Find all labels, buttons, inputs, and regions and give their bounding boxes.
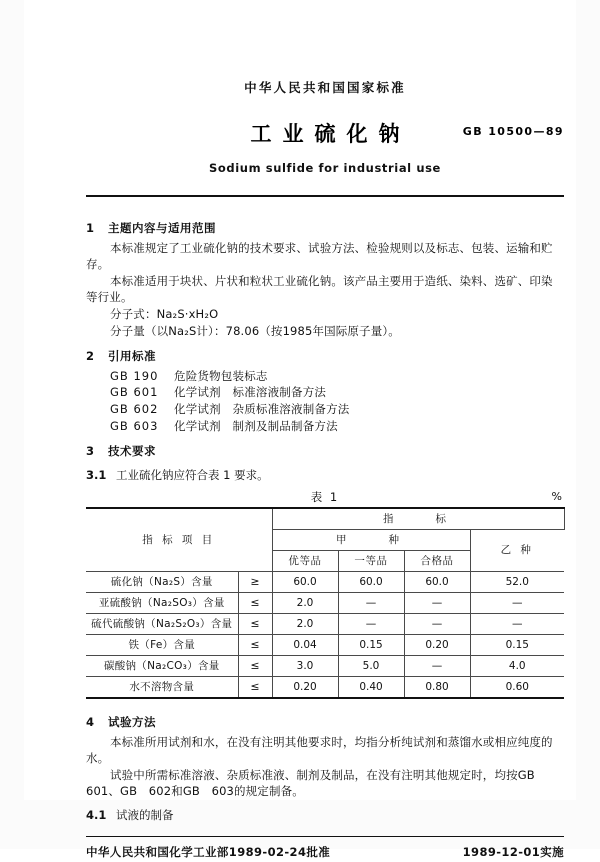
national-standard-label: 中华人民共和国国家标准 [244,80,406,95]
standard-code: GB 603 [110,418,159,433]
spec-table-wrapper [86,489,564,699]
molecular-formula-line [86,306,564,323]
document-sheet [24,0,576,860]
title-row [86,118,564,148]
approval-statement: 中华人民共和国化学工业部1989-02-24批准 [86,845,331,860]
cell-value: 0.60 [470,676,564,698]
standard-name: 化学试剂 杂质标准溶液制备方法 [174,401,350,416]
section-3-1 [86,467,564,484]
section-4-number: 4 [86,714,95,729]
cell-value: 2.0 [272,613,338,634]
cell-value: — [404,613,470,634]
footer-divider [86,836,564,837]
header-item-column: 指 标 项 目 [86,508,272,572]
header-grade-first: 一等品 [338,550,404,571]
standard-name: 危险货物包装标志 [174,368,268,383]
cell-value: — [404,655,470,676]
section-1-title: 主题内容与适用范围 [108,221,216,235]
standard-code: GB 190 [110,368,159,383]
table-row [86,676,564,698]
cell-value: 0.15 [338,634,404,655]
section-3-number: 3 [86,444,95,459]
section-3-heading [86,443,564,460]
molecular-mass-value: 78.06（按1985年国际原子量）。 [225,323,400,338]
cell-value: — [338,592,404,613]
row-operator: ≤ [238,592,272,613]
section-3-1-number: 3.1 [86,467,107,482]
masthead [86,0,564,175]
cell-value: — [470,592,564,613]
list-item [86,401,564,418]
row-label: 硫代硫酸钠（Na₂S₂O₃）含量 [86,613,238,634]
cell-value: — [470,613,564,634]
table-row [86,634,564,655]
table-row [86,655,564,676]
cell-value: 5.0 [338,655,404,676]
table-row [86,571,564,592]
cell-value: 0.04 [272,634,338,655]
cell-value: 2.0 [272,592,338,613]
molecular-mass-line [86,323,564,340]
molecular-mass-label: 分子量（以Na₂S计）： [110,323,226,338]
header-grade-premium: 优等品 [272,550,338,571]
table-caption: 表 1 [310,490,340,505]
section-3-1-text: 工业硫化钠应符合表 1 要求。 [116,467,269,482]
section-1-paragraph-1: 本标准规定了工业硫化钠的技术要求、试验方法、检验规则以及标志、包装、运输和贮存。 [86,240,553,272]
section-2-title: 引用标准 [108,349,156,364]
standard-code: GB 602 [110,401,159,416]
section-4-1-number: 4.1 [86,807,107,822]
section-4-1 [86,807,564,824]
cell-value: 0.15 [470,634,564,655]
english-title: Sodium sulfide for industrial use [209,161,441,175]
row-label: 碳酸钠（Na₂CO₃）含量 [86,655,238,676]
cell-value: 60.0 [338,571,404,592]
section-4-heading [86,714,564,731]
row-operator: ≤ [238,634,272,655]
section-1-paragraph-2: 本标准适用于块状、片状和粒状工业硫化钠。该产品主要用于造纸、染料、选矿、印染等行业。 [86,273,553,305]
standard-number: GB 10500—89 [462,125,564,138]
standard-name: 化学试剂 制剂及制品制备方法 [174,418,338,433]
header-jia-group: 甲 种 [272,529,470,550]
cell-value: 60.0 [272,571,338,592]
cell-value: 0.20 [272,676,338,698]
cell-value: 4.0 [470,655,564,676]
section-4-paragraph-2: 试验中所需标准溶液、杂质标准液、制剂及制品，在没有注明其他规定时，均按GB 601、GB 602和GB 603的规定制备。 [86,767,547,799]
section-4-paragraph-1: 本标准所用试剂和水，在没有注明其他要求时，均指分析纯试剂和蒸馏水或相应纯度的水。 [86,734,553,766]
row-label: 硫化钠（Na₂S）含量 [86,571,238,592]
molecular-formula-value: Na₂S·xH₂O [156,306,219,321]
section-4-1-text: 试液的制备 [116,807,174,822]
list-item [86,418,564,435]
table-row [86,592,564,613]
cell-value: 0.40 [338,676,404,698]
cell-value: — [338,613,404,634]
molecular-formula-label: 分子式： [110,306,157,321]
document-content [86,0,564,862]
header-yi-group: 乙 种 [470,529,564,571]
header-indicator-group: 指 标 [272,508,564,530]
document-body [86,197,564,823]
section-3-title: 技术要求 [108,444,156,459]
implementation-date: 1989-12-01实施 [462,845,564,860]
section-2-number: 2 [86,349,95,364]
row-label: 铁（Fe）含量 [86,634,238,655]
standard-code: GB 601 [110,385,159,400]
cell-value: 0.80 [404,676,470,698]
row-label: 水不溶物含量 [86,676,238,698]
list-item [86,384,564,401]
referenced-standards-list [86,368,564,434]
row-operator: ≤ [238,613,272,634]
section-4-title: 试验方法 [108,714,156,729]
section-2-heading [86,348,564,365]
page-footer [86,844,564,862]
section-1-number: 1 [86,221,95,235]
cell-value: — [404,592,470,613]
row-label: 亚硫酸钠（Na₂SO₃）含量 [86,592,238,613]
row-operator: ≤ [238,676,272,698]
specification-table [86,507,565,699]
page-title: 工业硫化钠 [250,122,411,146]
list-item [86,368,564,385]
row-operator: ≥ [238,571,272,592]
standard-name: 化学试剂 标准溶液制备方法 [174,385,327,400]
section-1-heading [86,220,564,237]
cell-value: 3.0 [272,655,338,676]
cell-value: 0.20 [404,634,470,655]
header-grade-qualified: 合格品 [404,550,470,571]
table-row [86,613,564,634]
row-operator: ≤ [238,655,272,676]
table-unit: % [551,490,562,504]
table-header-row [86,508,564,530]
cell-value: 52.0 [470,571,564,592]
cell-value: 60.0 [404,571,470,592]
